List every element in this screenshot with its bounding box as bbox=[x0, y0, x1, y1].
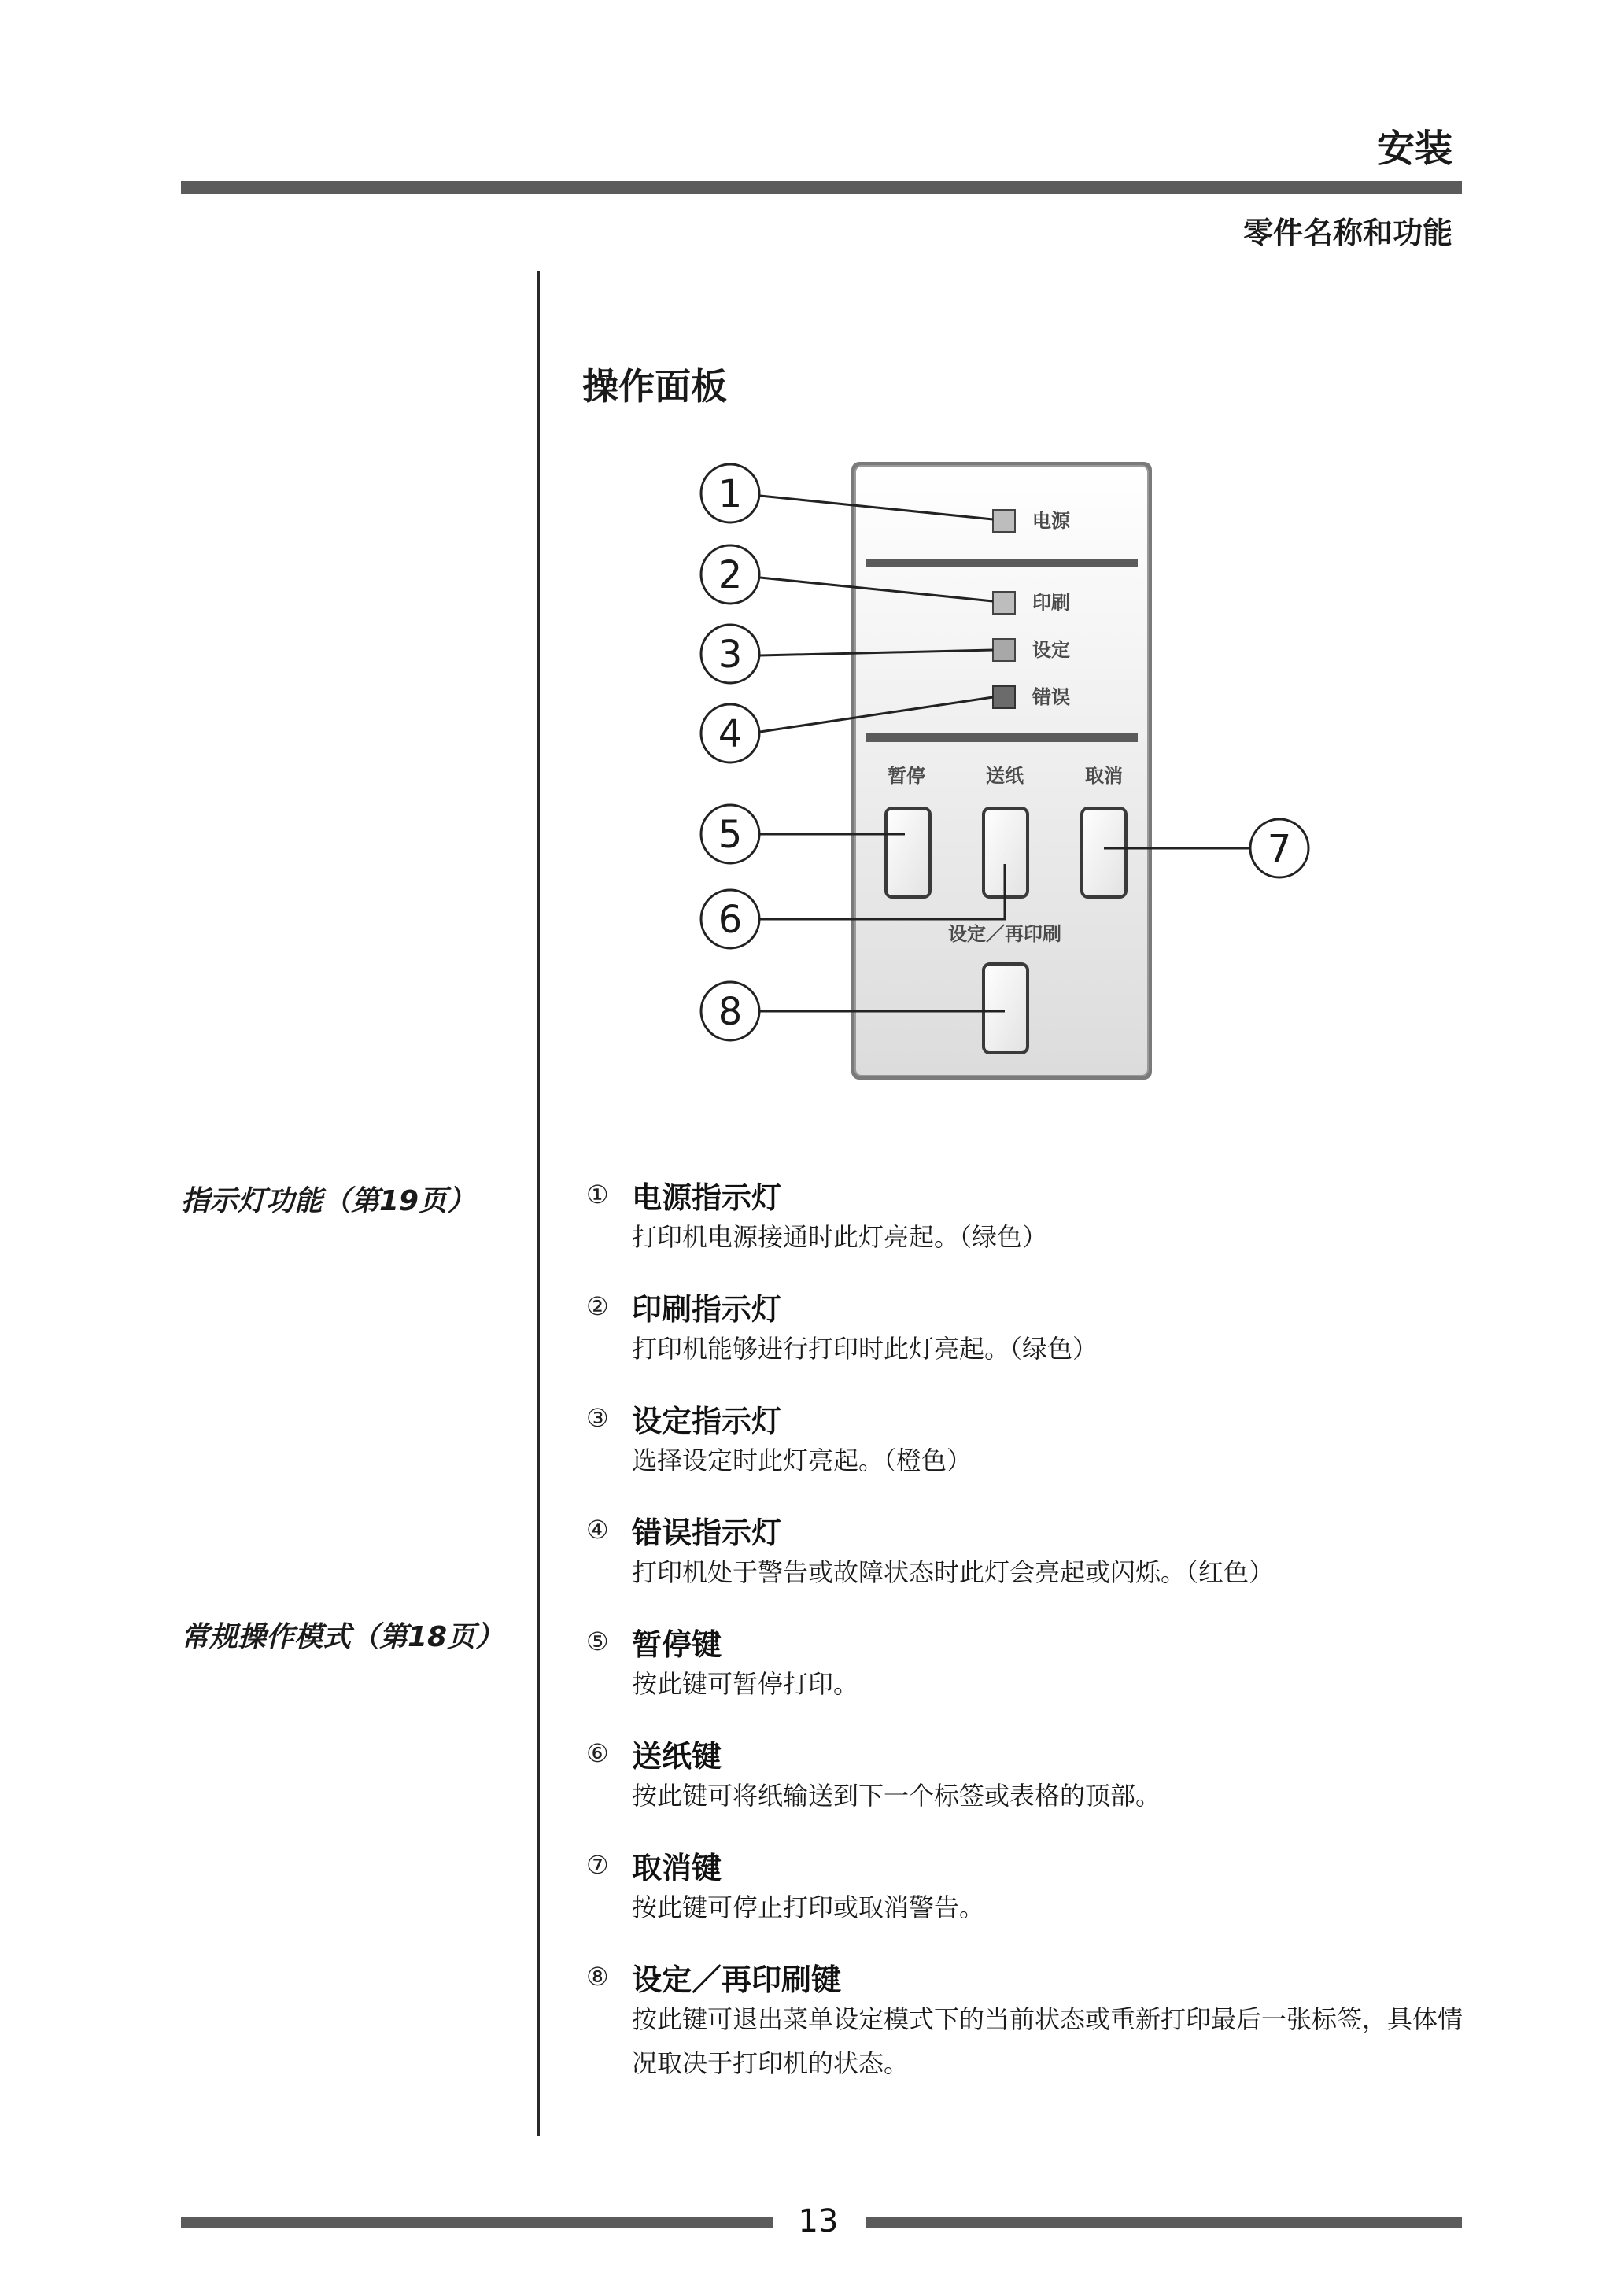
button-label-pause: 暂停 bbox=[888, 765, 925, 787]
side-note-indicator-functions: 指示灯功能（第19页） bbox=[181, 1185, 476, 1217]
list-item bbox=[586, 1398, 1475, 1483]
item-description: 打印机处于警告或故障状态时此灯会亮起或闪烁。（红色） bbox=[632, 1557, 1275, 1587]
svg-text:1: 1 bbox=[718, 472, 743, 516]
svg-text:4: 4 bbox=[718, 712, 743, 756]
item-marker: ③ bbox=[586, 1403, 609, 1433]
parts-description-list bbox=[586, 1174, 1475, 2112]
item-title: 印刷指示灯 bbox=[632, 1291, 782, 1327]
item-description: 按此键可退出菜单设定模式下的当前状态或重新打印最后一张标签，具体情况取决于打印机的状态。 bbox=[632, 2004, 1463, 2078]
callout-3 bbox=[701, 625, 759, 683]
list-item bbox=[586, 1733, 1475, 1818]
list-item bbox=[586, 1621, 1475, 1706]
indicator-label-setup: 设定 bbox=[1032, 639, 1070, 661]
indicator-label-print: 印刷 bbox=[1032, 592, 1070, 614]
footer-rule-right bbox=[866, 2217, 1462, 2228]
power-led bbox=[993, 510, 1015, 532]
page-number: 13 bbox=[798, 2203, 839, 2239]
list-item bbox=[586, 1844, 1475, 1929]
section-title: 操作面板 bbox=[582, 365, 727, 408]
list-item bbox=[586, 1956, 1475, 2085]
callout-7 bbox=[1250, 819, 1308, 877]
print-led bbox=[993, 592, 1015, 614]
item-title: 设定指示灯 bbox=[632, 1403, 782, 1438]
callout-4 bbox=[701, 704, 759, 762]
svg-text:8: 8 bbox=[718, 990, 743, 1034]
side-note-normal-mode: 常规操作模式（第18页） bbox=[181, 1621, 504, 1653]
callout-5 bbox=[701, 805, 759, 863]
svg-text:3: 3 bbox=[718, 633, 743, 677]
error-led bbox=[993, 686, 1015, 708]
item-description: 打印机能够进行打印时此灯亮起。（绿色） bbox=[632, 1334, 1098, 1364]
callout-8 bbox=[701, 982, 759, 1040]
item-title: 错误指示灯 bbox=[632, 1515, 782, 1550]
svg-text:6: 6 bbox=[718, 898, 743, 942]
callout-2 bbox=[701, 545, 759, 604]
item-description: 按此键可暂停打印。 bbox=[632, 1669, 859, 1699]
list-item bbox=[586, 1174, 1475, 1259]
pause-button bbox=[886, 808, 930, 897]
svg-text:5: 5 bbox=[718, 813, 743, 857]
item-title: 送纸键 bbox=[632, 1738, 722, 1774]
button-label-setup-reprint: 设定／再印刷 bbox=[948, 923, 1061, 945]
item-marker: ⑥ bbox=[586, 1738, 609, 1768]
button-label-feed: 送纸 bbox=[986, 765, 1024, 787]
panel-separator bbox=[866, 559, 1138, 567]
indicator-label-power: 电源 bbox=[1032, 510, 1070, 532]
item-marker: ② bbox=[586, 1291, 609, 1321]
item-marker: ⑤ bbox=[586, 1627, 609, 1656]
list-item bbox=[586, 1509, 1475, 1594]
callout-1 bbox=[701, 464, 759, 522]
item-marker: ⑧ bbox=[586, 1962, 609, 1992]
cancel-button bbox=[1082, 808, 1126, 897]
section-subtitle: 零件名称和功能 bbox=[1242, 216, 1452, 250]
footer-rule-left bbox=[181, 2217, 773, 2228]
operation-panel-diagram bbox=[0, 0, 1624, 1141]
setup-led bbox=[993, 639, 1015, 661]
item-description: 按此键可停止打印或取消警告。 bbox=[632, 1892, 985, 1922]
item-title: 电源指示灯 bbox=[632, 1180, 782, 1215]
item-description: 选择设定时此灯亮起。（橙色） bbox=[632, 1446, 973, 1475]
button-label-cancel: 取消 bbox=[1085, 765, 1123, 787]
list-item bbox=[586, 1286, 1475, 1371]
item-marker: ① bbox=[586, 1180, 609, 1209]
item-title: 暂停键 bbox=[632, 1627, 722, 1662]
panel-separator bbox=[866, 733, 1138, 742]
item-marker: ④ bbox=[586, 1515, 609, 1545]
svg-text:7: 7 bbox=[1267, 827, 1292, 871]
setup-reprint-button bbox=[984, 964, 1028, 1053]
item-marker: ⑦ bbox=[586, 1850, 609, 1880]
callout-6 bbox=[701, 890, 759, 948]
item-title: 取消键 bbox=[632, 1850, 722, 1885]
item-title: 设定／再印刷键 bbox=[632, 1962, 842, 1997]
indicator-label-error: 错误 bbox=[1032, 686, 1070, 708]
item-description: 打印机电源接通时此灯亮起。（绿色） bbox=[632, 1222, 1048, 1252]
chapter-title: 安装 bbox=[1376, 127, 1452, 171]
svg-text:2: 2 bbox=[718, 553, 743, 597]
item-description: 按此键可将纸输送到下一个标签或表格的顶部。 bbox=[632, 1781, 1161, 1811]
